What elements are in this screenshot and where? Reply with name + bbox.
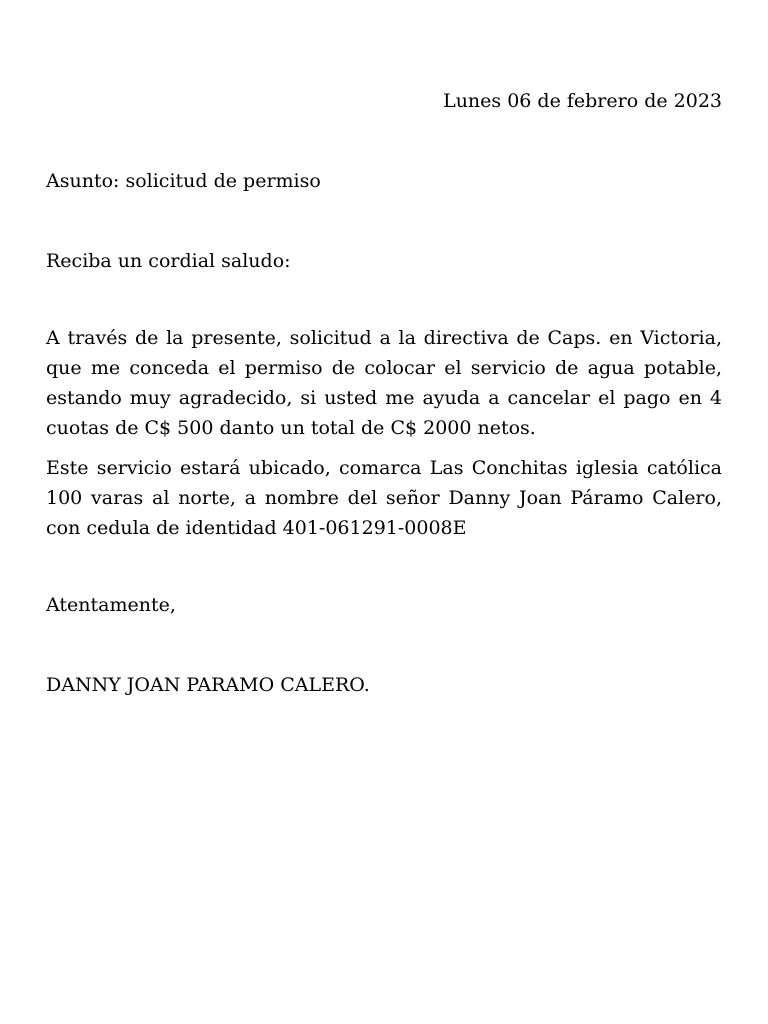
letter-signature: DANNY JOAN PARAMO CALERO. <box>46 674 370 696</box>
letter-paragraph-location: Este servicio estará ubicado, comarca Las Conchitas iglesia católica 100 varas al norte, a nombre del señor Danny Joan Páramo Calero, con cedula de identidad 401-061291-0008E <box>46 457 722 539</box>
letter-subject: Asunto: solicitud de permiso <box>46 170 321 192</box>
letter-closing: Atentamente, <box>46 594 176 616</box>
letter-paragraph-request: A través de la presente, solicitud a la directiva de Caps. en Victoria, que me conceda el permiso de colocar el servicio de agua potable, estando muy agradecido, si usted me ayuda a cancelar el pago en 4 cuotas de C$ 500 danto un total de C$ 2000 netos. <box>46 327 722 439</box>
letter-date: Lunes 06 de febrero de 2023 <box>443 90 722 112</box>
letter-greeting: Reciba un cordial saludo: <box>46 250 291 272</box>
